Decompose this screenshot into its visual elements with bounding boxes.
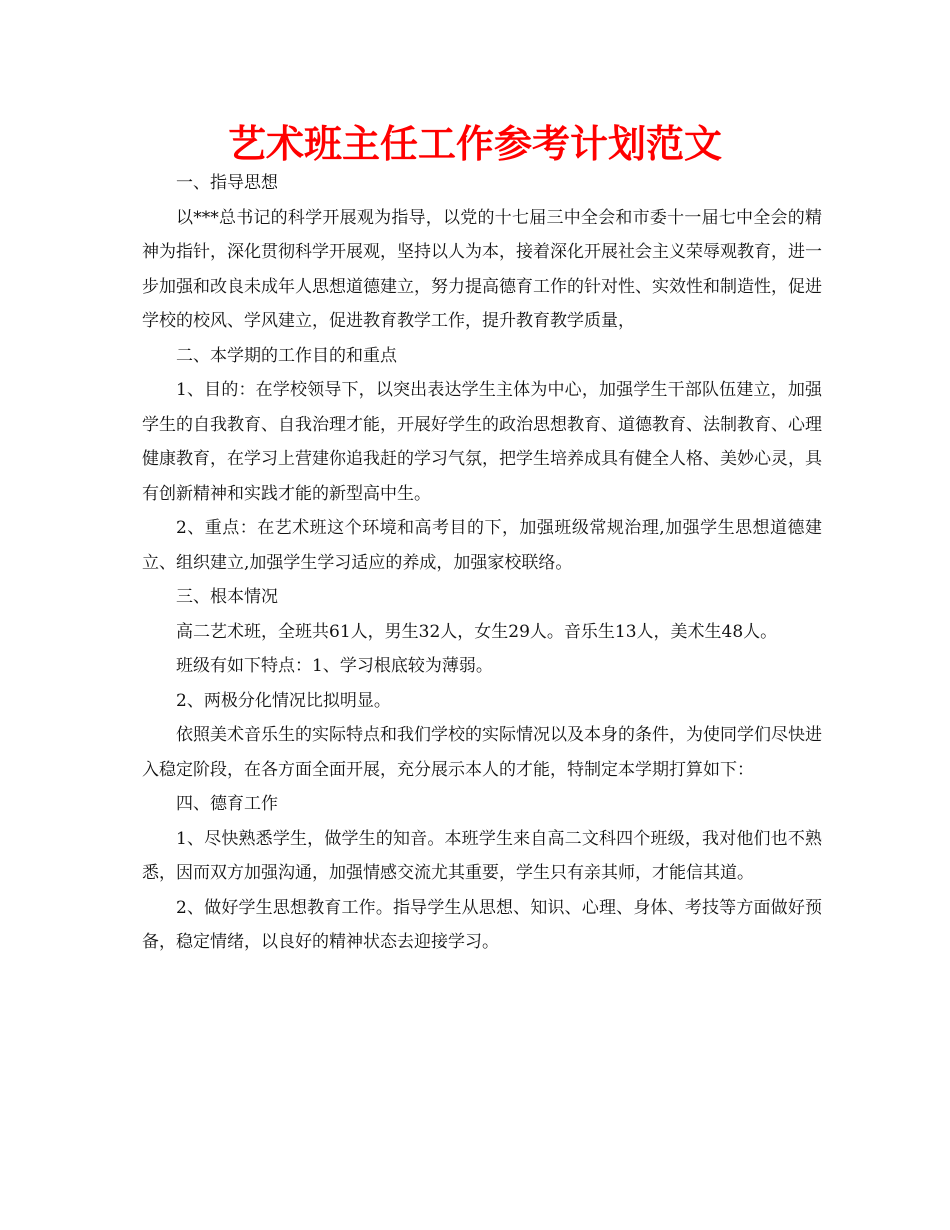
paragraph-moral-1: 1、尽快熟悉学生，做学生的知音。本班学生来自高二文科四个班级，我对他们也不熟悉，因而双方加强沟通，加强情感交流尤其重要，学生只有亲其师，才能信其道。 xyxy=(142,828,822,883)
paragraph-feature-1: 班级有如下特点：1、学习根底较为薄弱。 xyxy=(176,656,493,676)
paragraph-goal: 1、目的：在学校领导下，以突出表达学生主体为中心，加强学生干部队伍建立，加强学生的自我教育、自我治理才能，开展好学生的政治思想教育、道德教育、法制教育、心理健康教育，在学习上营建你追我赶的学习气氛，把学生培养成具有健全人格、美妙心灵，具有创新精神和实践才能的新型高中生。 xyxy=(142,380,822,504)
section-heading-goals: 二、本学期的工作目的和重点 xyxy=(176,345,397,366)
paragraph-feature-2: 2、两极分化情况比拟明显。 xyxy=(176,690,391,711)
paragraph-guiding-thought: 以***总书记的科学开展观为指导，以党的十七届三中全会和市委十一届七中全会的精神为指针，深化贯彻科学开展观，坚持以人为本，接着深化开展社会主义荣辱观教育，进一步加强和改良未成年人思想道德建立，努力提高德育工作的针对性、实效性和制造性，促进学校的校风、学风建立，促进教育教学工作，提升教育教学质量， xyxy=(142,207,822,331)
section-heading-basic-situation: 三、根本情况 xyxy=(176,587,278,607)
document-body xyxy=(142,166,822,960)
paragraph-focus: 2、重点：在艺术班这个环境和高考目的下，加强班级常规治理,加强学生思想道德建立、组织建立,加强学生学习适应的养成，加强家校联络。 xyxy=(142,518,822,573)
section-heading-guiding-thought: 一、指导思想 xyxy=(176,173,278,193)
section-heading-moral-education: 四、德育工作 xyxy=(176,794,278,814)
paragraph-class-stats: 高二艺术班，全班共61人，男生32人，女生29人。音乐生13人，美术生48人。 xyxy=(176,621,778,642)
document-title: 艺术班主任工作参考计划范文 xyxy=(227,122,722,166)
paragraph-moral-2: 2、做好学生思想教育工作。指导学生从思想、知识、心理、身体、考技等方面做好预备，稳定情绪，以良好的精神状态去迎接学习。 xyxy=(142,897,822,952)
paragraph-plan-intro: 依照美术音乐生的实际特点和我们学校的实际情况以及本身的条件，为使同学们尽快进入稳定阶段，在各方面全面开展，充分展示本人的才能，特制定本学期打算如下： xyxy=(142,725,822,780)
